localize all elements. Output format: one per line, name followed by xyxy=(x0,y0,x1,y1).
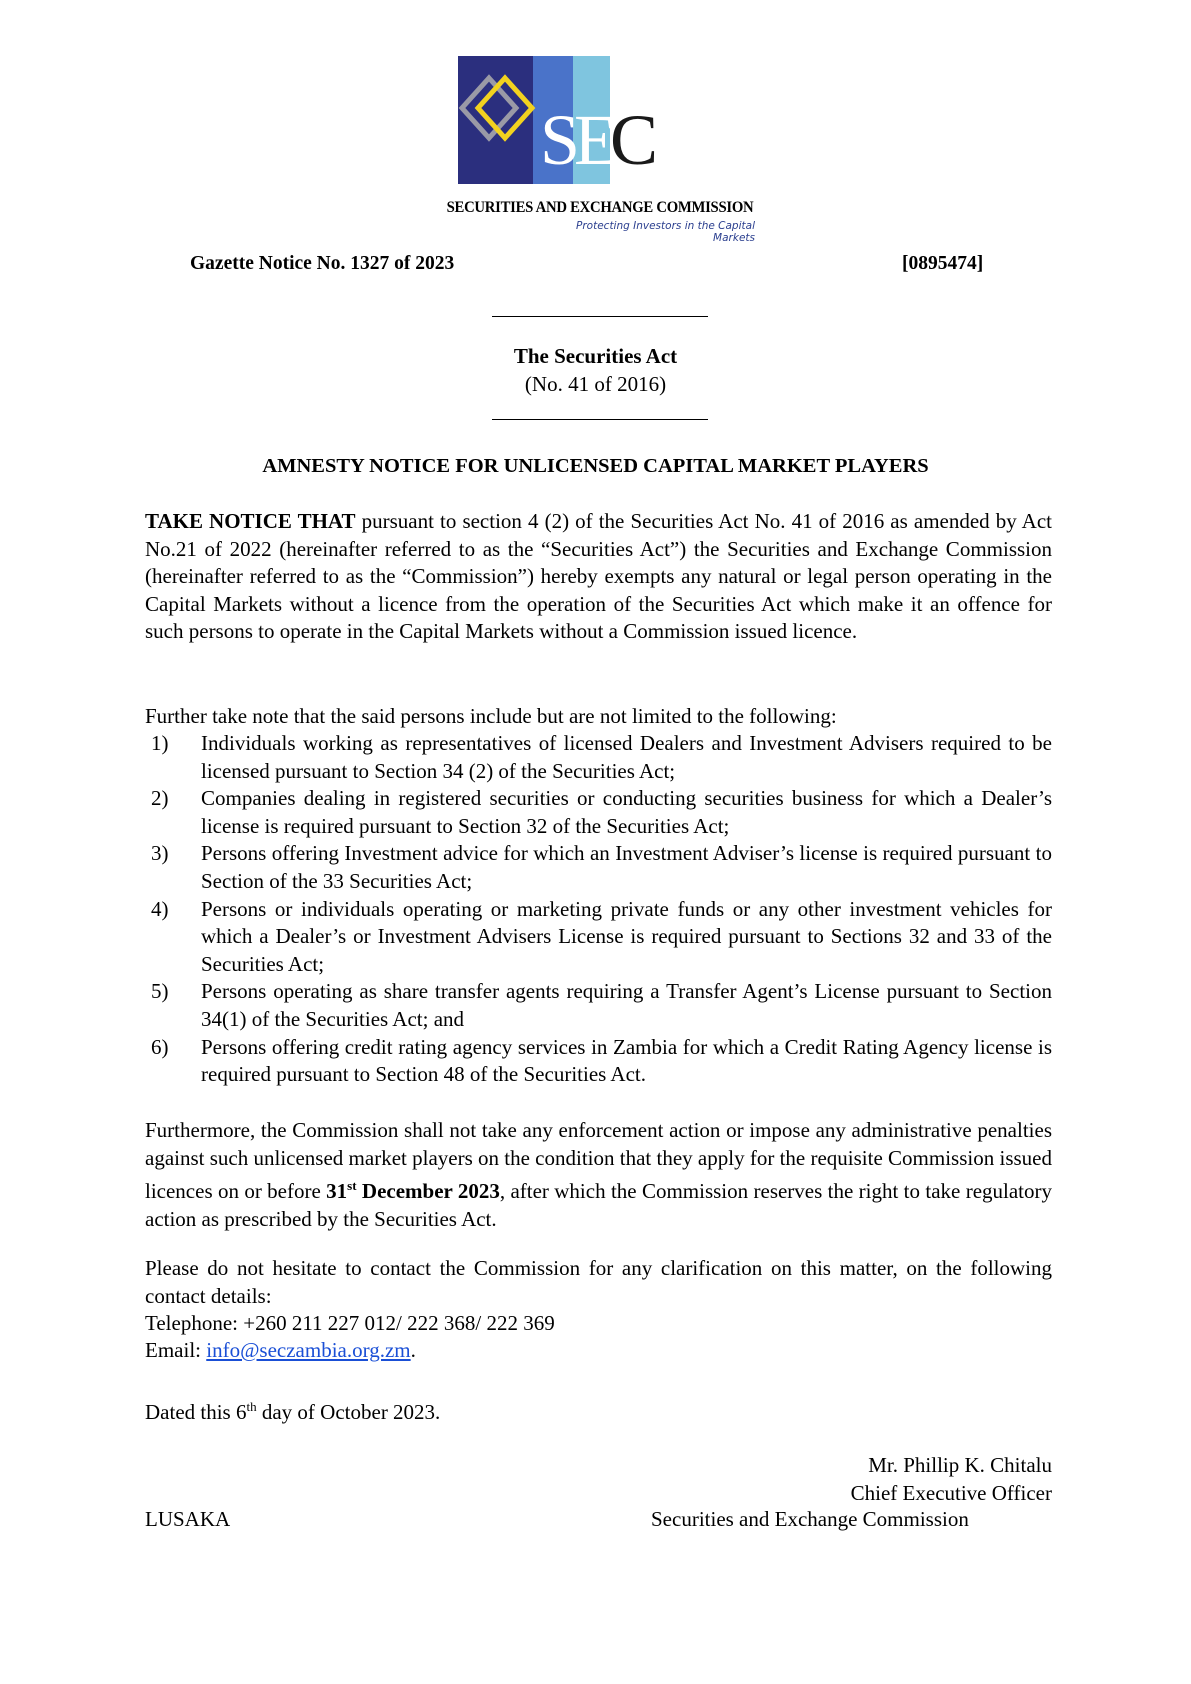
list-intro: Further take note that the said persons include but are not limited to the following: xyxy=(145,704,837,728)
dated-text-end: day of October 2023. xyxy=(256,1400,441,1424)
furthermore-paragraph xyxy=(145,1117,1052,1233)
contact-paragraph: Please do not hesitate to contact the Commission for any clarification on this matter, on the following contact details: xyxy=(145,1256,1052,1308)
sec-logo-graphic xyxy=(458,56,668,184)
list-item-number: 2) xyxy=(151,786,169,811)
list-item-text: Companies dealing in registered securities or conducting securities business for which a Dealer’s license is required pursuant to Section 32 of the Securities Act; xyxy=(201,786,1052,838)
svg-text:S: S xyxy=(540,100,581,180)
email-link[interactable]: info@seczambia.org.zm xyxy=(206,1338,411,1362)
list-item-number: 1) xyxy=(151,731,169,755)
deadline-month-year: December 2023 xyxy=(356,1179,500,1204)
divider-bottom xyxy=(492,419,708,420)
list-item xyxy=(145,785,1052,840)
divider-top xyxy=(492,316,708,317)
signature-block xyxy=(600,1452,1052,1507)
signatory-role: Chief Executive Officer xyxy=(850,1480,1052,1505)
furthermore-text-end: , after which the Commission reserves the right to take regulatory action as prescribed by the Securities Act. xyxy=(145,1179,1052,1231)
logo-tagline: Protecting Investors in the Capital Markets xyxy=(576,220,755,244)
list-item-text: Persons offering credit rating agency services in Zambia for which a Credit Rating Agency license is required pursuant to Section 48 of the Securities Act. xyxy=(201,1034,1052,1087)
act-title: The Securities Act xyxy=(513,344,678,368)
intro-text: pursuant to section 4 (2) of the Securities Act No. 41 of 2016 as amended by Act No.21 of 2022 (hereinafter referred to as the “Securities Act”) the Securities and Exchange Commission (hereinafter referred to as the “Commission”) hereby exempts any natural or legal person operating in the Capital Markets without a licence from the operation of the Securities Act which make it an offence for such persons to operate in the Capital Markets without a Commission issued licence. xyxy=(145,509,1052,644)
contact-telephone: Telephone: +260 211 227 012/ 222 368/ 222 369 xyxy=(145,1311,555,1335)
signatory-name: Mr. Phillip K. Chitalu xyxy=(868,1453,1052,1477)
intro-paragraph xyxy=(145,508,1052,646)
svg-text:E: E xyxy=(574,100,618,180)
list-item-text: Persons operating as share transfer agents requiring a Transfer Agent’s License pursuant to Section 34(1) of the Securities Act; and xyxy=(201,979,1052,1031)
furthermore-text: Furthermore, the Commission shall not take any enforcement action or impose any administrative penalties against such unlicensed market players on the condition that they apply for the requisite Commission issued licences on or before xyxy=(145,1118,1052,1204)
notice-title: AMNESTY NOTICE FOR UNLICENSED CAPITAL MARKET PLAYERS xyxy=(262,455,929,477)
list-item-number: 3) xyxy=(151,841,169,866)
list-item xyxy=(145,840,1052,895)
email-end: . xyxy=(410,1338,416,1362)
list-item-text: Individuals working as representatives of licensed Dealers and Investment Advisers required to be licensed pursuant to Section 34 (2) of the Securities Act; xyxy=(201,731,1052,783)
dated-text: Dated this 6 xyxy=(145,1400,247,1424)
deadline-day-suffix: st xyxy=(347,1178,357,1194)
signatory-org: Securities and Exchange Commission xyxy=(651,1507,969,1531)
act-number: (No. 41 of 2016) xyxy=(524,372,667,396)
list-item xyxy=(145,978,1052,1033)
sec-logo xyxy=(458,56,668,184)
list-item-number: 4) xyxy=(151,896,169,921)
list-item-number: 5) xyxy=(151,979,169,1004)
svg-text:C: C xyxy=(610,100,659,180)
signature-city: LUSAKA xyxy=(145,1507,231,1531)
logo-org-name: SECURITIES AND EXCHANGE COMMISSION xyxy=(446,199,754,216)
email-label: Email: xyxy=(145,1338,207,1362)
persons-list xyxy=(145,730,1052,1089)
list-item xyxy=(145,1034,1052,1089)
dated-suffix: th xyxy=(246,1399,257,1414)
gazette-notice-number: Gazette Notice No. 1327 of 2023 xyxy=(190,253,455,274)
list-item xyxy=(145,730,1052,785)
dated-line xyxy=(145,1393,1052,1427)
list-item-text: Persons or individuals operating or marketing private funds or any other investment vehicles for which a Dealer’s or Investment Advisers License is required pursuant to Sections 32 and 33 of the Securities Act; xyxy=(201,896,1052,976)
contact-email-line xyxy=(145,1337,1052,1365)
list-item-text: Persons offering Investment advice for which an Investment Adviser’s license is required pursuant to Section of the 33 Securities Act; xyxy=(201,841,1052,893)
list-item xyxy=(145,896,1052,979)
take-notice-lead: TAKE NOTICE THAT xyxy=(145,509,356,533)
deadline-date xyxy=(326,1179,500,1203)
reference-number: [0895474] xyxy=(902,253,984,274)
deadline-day: 31 xyxy=(326,1179,348,1204)
list-item-number: 6) xyxy=(151,1034,169,1059)
